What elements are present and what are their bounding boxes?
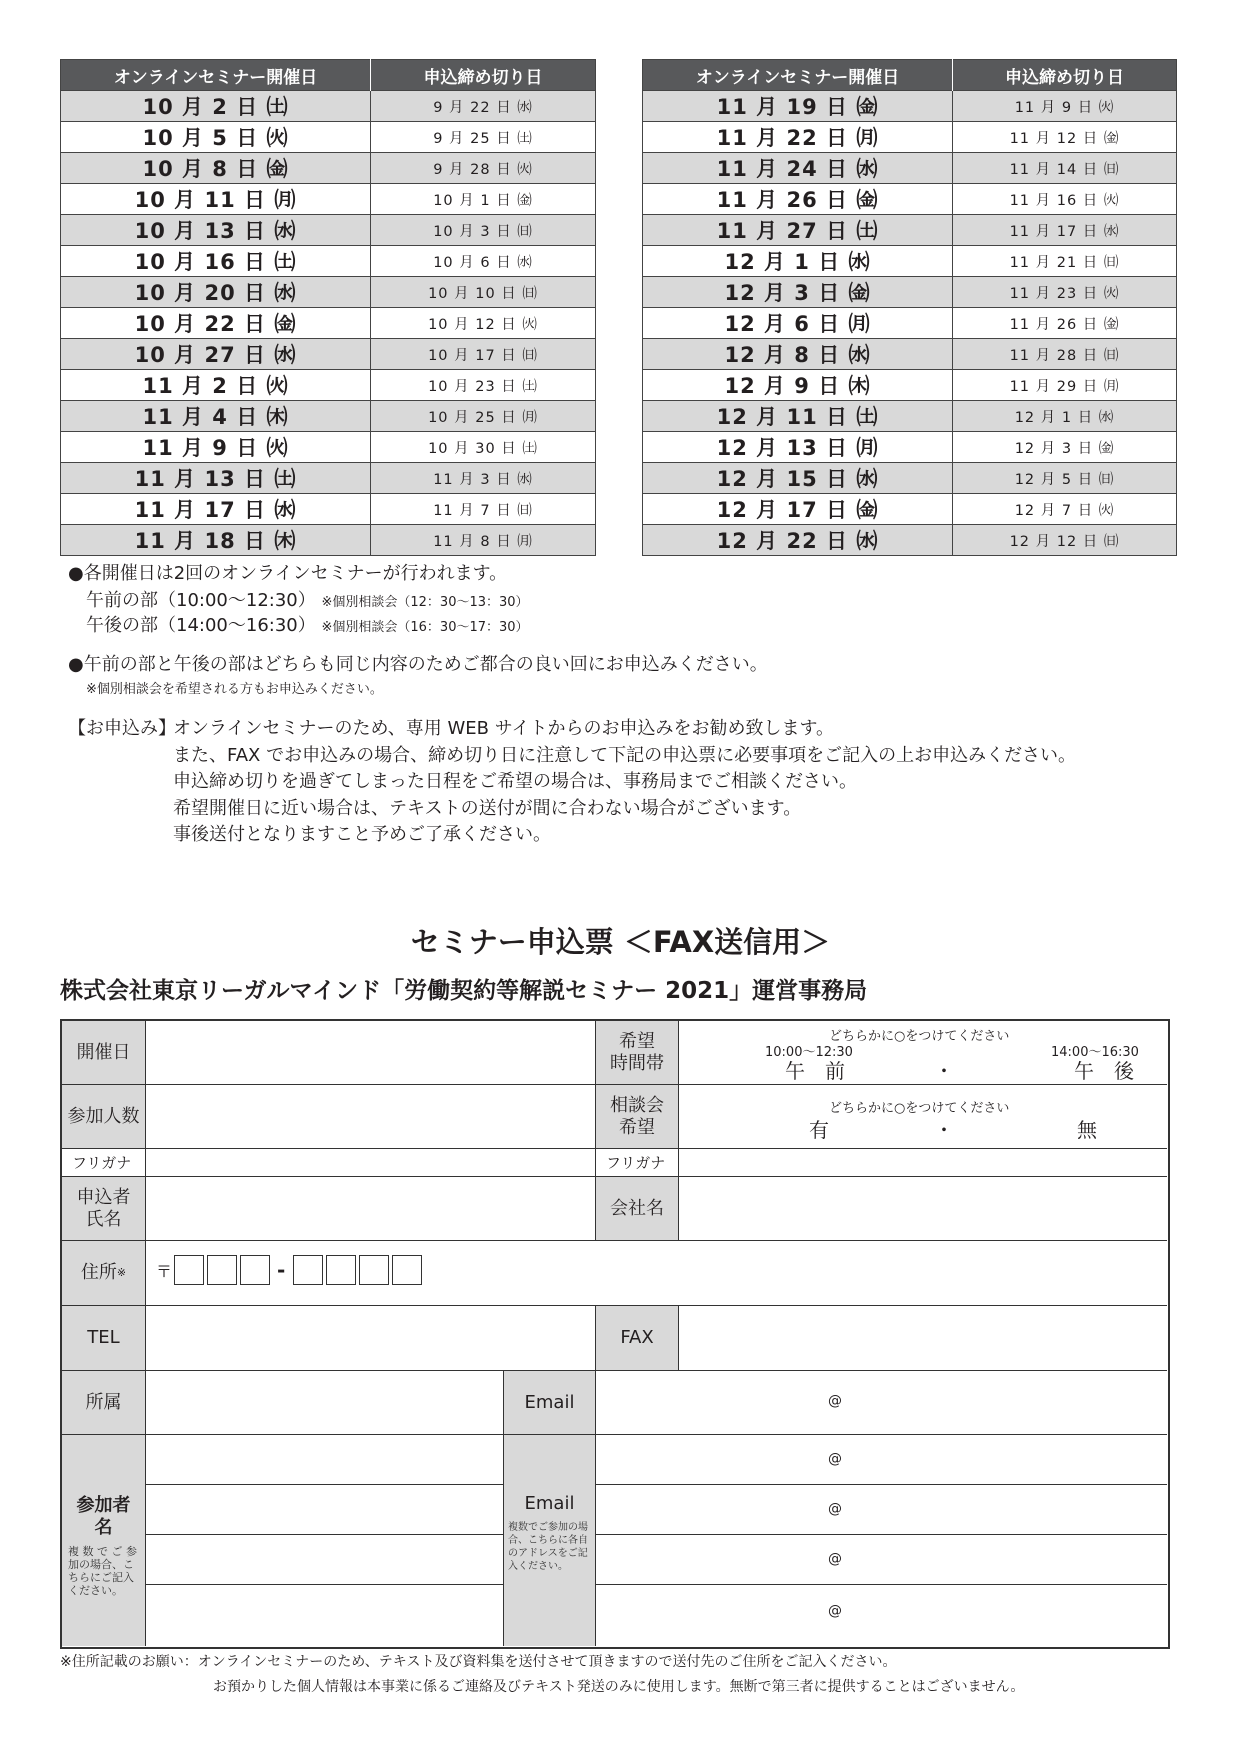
participant-name-field[interactable] — [146, 1485, 504, 1535]
schedule-row — [61, 277, 596, 308]
seminar-date: 10 月 20 日 ㈬ — [61, 277, 371, 308]
fax-label: FAX — [596, 1306, 679, 1371]
company-furigana-field[interactable] — [679, 1149, 1167, 1177]
deadline-date: 9 月 25 日 ㈯ — [371, 122, 596, 153]
address-label — [62, 1241, 146, 1306]
deadline-date: 11 月 7 日 ㈰ — [371, 494, 596, 525]
column-header-deadline: 申込締め切り日 — [371, 60, 596, 91]
option-separator: ・ — [934, 1059, 954, 1083]
consult-no-option[interactable]: 無 — [1077, 1118, 1097, 1142]
postal-digit-box[interactable] — [392, 1255, 422, 1285]
address-field[interactable] — [146, 1241, 1167, 1306]
schedule-row — [61, 494, 596, 525]
seminar-date: 12 月 8 日 ㈬ — [643, 339, 953, 370]
fax-field[interactable] — [679, 1306, 1167, 1371]
deadline-date: 11 月 28 日 ㈰ — [953, 339, 1177, 370]
date-label: 開催日 — [62, 1021, 146, 1085]
seminar-date: 12 月 22 日 ㈬ — [643, 525, 953, 556]
seminar-date: 12 月 6 日 ㈪ — [643, 308, 953, 339]
schedule-row — [61, 215, 596, 246]
deadline-date: 10 月 12 日 ㈫ — [371, 308, 596, 339]
participant-name-field[interactable] — [146, 1535, 504, 1585]
participant-email-field[interactable] — [596, 1535, 1167, 1585]
schedule-row — [61, 153, 596, 184]
email-label: Email — [504, 1371, 596, 1435]
deadline-date: 12 月 5 日 ㈰ — [953, 463, 1177, 494]
note-pm-session — [86, 611, 529, 637]
seminar-date: 12 月 1 日 ㈬ — [643, 246, 953, 277]
deadline-date: 10 月 23 日 ㈯ — [371, 370, 596, 401]
seminar-date: 10 月 13 日 ㈬ — [61, 215, 371, 246]
apply-line: また、FAX でお申込みの場合、締め切り日に注意して下記の申込票に必要事項をご記入の上お申込みください。 — [173, 744, 1077, 766]
seminar-date: 11 月 13 日 ㈯ — [61, 463, 371, 494]
schedule-row — [61, 401, 596, 432]
postal-digit-box[interactable] — [293, 1255, 323, 1285]
consult-choice-field[interactable] — [679, 1085, 1167, 1149]
deadline-date: 12 月 7 日 ㈫ — [953, 494, 1177, 525]
seminar-date: 11 月 4 日 ㈭ — [61, 401, 371, 432]
deadline-date: 11 月 9 日 ㈫ — [953, 91, 1177, 122]
deadline-date: 11 月 14 日 ㈰ — [953, 153, 1177, 184]
tel-field[interactable] — [146, 1306, 596, 1371]
postal-digit-box[interactable] — [359, 1255, 389, 1285]
form-subtitle: 株式会社東京リーガルマインド「労働契約等解説セミナー 2021」運営事務局 — [60, 978, 868, 1004]
schedule-row — [643, 122, 1177, 153]
participants-email-label-cell — [504, 1435, 596, 1646]
postal-mark: 〒 — [156, 1261, 173, 1281]
participants-note: 複 数 で ご 参 加の場合、こちらにご記入ください。 — [68, 1545, 137, 1597]
schedule-row — [61, 463, 596, 494]
seminar-date: 11 月 9 日 ㈫ — [61, 432, 371, 463]
participants-label: 参加者名 — [76, 1495, 131, 1538]
apply-line: 希望開催日に近い場合は、テキストの送付が間に合わない場合がございます。 — [173, 797, 802, 819]
participant-name-field[interactable] — [146, 1435, 504, 1485]
seminar-date: 12 月 13 日 ㈪ — [643, 432, 953, 463]
schedule-row — [61, 184, 596, 215]
deadline-date: 10 月 17 日 ㈰ — [371, 339, 596, 370]
seminar-date: 10 月 11 日 ㈪ — [61, 184, 371, 215]
schedule-row — [61, 432, 596, 463]
schedule-row — [61, 246, 596, 277]
deadline-date: 10 月 3 日 ㈰ — [371, 215, 596, 246]
schedule-row — [643, 494, 1177, 525]
footer-privacy-note: お預かりした個人情報は本事業に係るご連絡及びテキスト発送のみに使用します。無断で第三者に提供することはございません。 — [213, 1679, 1025, 1695]
am-session-text: 午前の部（10:00〜12:30） — [86, 590, 316, 611]
deadline-date: 11 月 16 日 ㈫ — [953, 184, 1177, 215]
seminar-date: 12 月 3 日 ㈮ — [643, 277, 953, 308]
apply-line: 事後送付となりますこと予めご了承ください。 — [173, 824, 551, 845]
choose-hint: どちらかに○をつけてください — [829, 1101, 1010, 1116]
applicant-name-label: 申込者 氏名 — [62, 1177, 146, 1241]
seminar-date: 11 月 17 日 ㈬ — [61, 494, 371, 525]
date-field[interactable] — [146, 1021, 596, 1085]
seminar-date: 10 月 8 日 ㈮ — [61, 153, 371, 184]
at-sign: @ — [828, 1501, 842, 1517]
participant-name-field[interactable] — [146, 1585, 504, 1646]
schedule-row — [61, 91, 596, 122]
schedule-row — [643, 91, 1177, 122]
am-option[interactable]: 午 前 — [785, 1059, 845, 1083]
company-label: 会社名 — [596, 1177, 679, 1241]
deadline-date: 9 月 28 日 ㈫ — [371, 153, 596, 184]
deadline-date: 12 月 12 日 ㈰ — [953, 525, 1177, 556]
deadline-date: 12 月 3 日 ㈮ — [953, 432, 1177, 463]
seminar-date: 11 月 26 日 ㈮ — [643, 184, 953, 215]
deadline-date: 10 月 25 日 ㈪ — [371, 401, 596, 432]
deadline-date: 10 月 30 日 ㈯ — [371, 432, 596, 463]
schedule-row — [643, 215, 1177, 246]
schedule-table-right — [642, 59, 1177, 556]
deadline-date: 11 月 12 日 ㈮ — [953, 122, 1177, 153]
choose-hint: どちらかに○をつけてください — [829, 1029, 1010, 1044]
schedule-row — [643, 184, 1177, 215]
footer-address-note: ※住所記載のお願い：オンラインセミナーのため、テキスト及び資料集を送付させて頂きますので送付先のご住所をご記入ください。 — [60, 1654, 897, 1670]
deadline-date: 11 月 23 日 ㈫ — [953, 277, 1177, 308]
deadline-date: 10 月 6 日 ㈬ — [371, 246, 596, 277]
column-header-deadline: 申込締め切り日 — [953, 60, 1177, 91]
note-consult-apply: ※個別相談会を希望される方もお申込みください。 — [86, 682, 383, 697]
application-form — [60, 1019, 1170, 1649]
address-note-mark: ※ — [116, 1266, 127, 1279]
pm-consult-text: ※個別相談会（16：30〜17：30） — [321, 620, 529, 635]
applicant-name-field[interactable] — [146, 1177, 596, 1241]
participants-email-note: 複数でご参加の場合、こちらに各自のアドレスをご記入ください。 — [508, 1522, 588, 1572]
seminar-date: 11 月 19 日 ㈮ — [643, 91, 953, 122]
postal-digit-box[interactable] — [240, 1255, 270, 1285]
deadline-date: 10 月 1 日 ㈮ — [371, 184, 596, 215]
note-same-content: ●午前の部と午後の部はどちらも同じ内容のためご都合の良い回にお申込みください。 — [68, 654, 768, 675]
am-time: 10:00〜12:30 — [765, 1045, 853, 1060]
at-sign: @ — [828, 1451, 842, 1467]
seminar-date: 12 月 15 日 ㈬ — [643, 463, 953, 494]
seminar-date: 10 月 22 日 ㈮ — [61, 308, 371, 339]
schedule-row — [643, 370, 1177, 401]
postal-digit-box[interactable] — [174, 1255, 204, 1285]
schedule-row — [61, 308, 596, 339]
at-sign: @ — [828, 1393, 842, 1409]
tel-label: TEL — [62, 1306, 146, 1371]
seminar-date: 11 月 24 日 ㈬ — [643, 153, 953, 184]
furigana-label: フリガナ — [62, 1149, 146, 1177]
consult-label: 相談会 希望 — [596, 1085, 679, 1149]
column-header-date: オンラインセミナー開催日 — [643, 60, 953, 91]
seminar-date: 12 月 11 日 ㈯ — [643, 401, 953, 432]
deadline-date: 11 月 17 日 ㈬ — [953, 215, 1177, 246]
seminar-date: 10 月 5 日 ㈫ — [61, 122, 371, 153]
deadline-date: 11 月 29 日 ㈪ — [953, 370, 1177, 401]
postal-code[interactable] — [156, 1255, 425, 1285]
people-label: 参加人数 — [62, 1085, 146, 1149]
schedule-row — [643, 463, 1177, 494]
schedule-row — [643, 339, 1177, 370]
department-field[interactable] — [146, 1371, 504, 1435]
time-choice-field[interactable] — [679, 1021, 1167, 1085]
schedule-row — [643, 277, 1177, 308]
people-field[interactable] — [146, 1085, 596, 1149]
seminar-date: 10 月 2 日 ㈯ — [61, 91, 371, 122]
schedule-row — [643, 401, 1177, 432]
deadline-date: 11 月 26 日 ㈮ — [953, 308, 1177, 339]
deadline-date: 9 月 22 日 ㈬ — [371, 91, 596, 122]
apply-line: オンラインセミナーのため、専用 WEB サイトからのお申込みをお勧め致します。 — [173, 718, 834, 739]
schedule-row — [61, 339, 596, 370]
pm-time: 14:00〜16:30 — [1051, 1045, 1139, 1060]
deadline-date: 12 月 1 日 ㈬ — [953, 401, 1177, 432]
participants-label-cell — [62, 1435, 146, 1646]
option-separator: ・ — [934, 1118, 954, 1142]
pm-option[interactable]: 午 後 — [1074, 1059, 1134, 1083]
company-field[interactable] — [679, 1177, 1167, 1241]
schedule-row — [643, 246, 1177, 277]
seminar-date: 11 月 2 日 ㈫ — [61, 370, 371, 401]
address-label-text: 住所 — [80, 1262, 117, 1283]
seminar-date: 10 月 27 日 ㈬ — [61, 339, 371, 370]
pm-session-text: 午後の部（14:00〜16:30） — [86, 615, 316, 636]
deadline-date: 11 月 8 日 ㈪ — [371, 525, 596, 556]
participant-email-field[interactable] — [596, 1585, 1167, 1646]
deadline-date: 11 月 3 日 ㈬ — [371, 463, 596, 494]
name-furigana-field[interactable] — [146, 1149, 596, 1177]
seminar-date: 12 月 17 日 ㈮ — [643, 494, 953, 525]
consult-yes-option[interactable]: 有 — [809, 1118, 829, 1142]
seminar-date: 11 月 22 日 ㈪ — [643, 122, 953, 153]
schedule-row — [643, 308, 1177, 339]
schedule-row — [643, 153, 1177, 184]
schedule-row — [61, 525, 596, 556]
postal-digit-box[interactable] — [326, 1255, 356, 1285]
seminar-date: 10 月 16 日 ㈯ — [61, 246, 371, 277]
form-title: セミナー申込票 ＜FAX送信用＞ — [410, 925, 831, 959]
schedule-row — [61, 370, 596, 401]
apply-line: 申込締め切りを過ぎてしまった日程をご希望の場合は、事務局までご相談ください。 — [173, 771, 857, 792]
schedule-row — [643, 432, 1177, 463]
seminar-date: 11 月 18 日 ㈭ — [61, 525, 371, 556]
email-field[interactable] — [596, 1371, 1167, 1435]
column-header-date: オンラインセミナー開催日 — [61, 60, 371, 91]
am-consult-text: ※個別相談会（12：30〜13：30） — [321, 595, 529, 610]
participants-email-label: Email — [524, 1493, 575, 1514]
participant-email-field[interactable] — [596, 1435, 1167, 1485]
department-label: 所属 — [62, 1371, 146, 1435]
at-sign: @ — [828, 1551, 842, 1567]
postal-digit-box[interactable] — [207, 1255, 237, 1285]
apply-lead: 【お申込み】 — [68, 718, 176, 739]
seminar-date: 12 月 9 日 ㈭ — [643, 370, 953, 401]
note-sessions: ●各開催日は2回のオンラインセミナーが行われます。 — [68, 563, 508, 584]
schedule-row — [643, 525, 1177, 556]
at-sign: @ — [828, 1603, 842, 1619]
deadline-date: 11 月 21 日 ㈰ — [953, 246, 1177, 277]
deadline-date: 10 月 10 日 ㈰ — [371, 277, 596, 308]
postal-dash: - — [277, 1258, 286, 1282]
time-label: 希望 時間帯 — [596, 1021, 679, 1085]
schedule-row — [61, 122, 596, 153]
schedule-table-left — [60, 59, 596, 556]
seminar-date: 11 月 27 日 ㈯ — [643, 215, 953, 246]
furigana-label: フリガナ — [596, 1149, 679, 1177]
participant-email-field[interactable] — [596, 1485, 1167, 1535]
note-am-session — [86, 586, 529, 612]
